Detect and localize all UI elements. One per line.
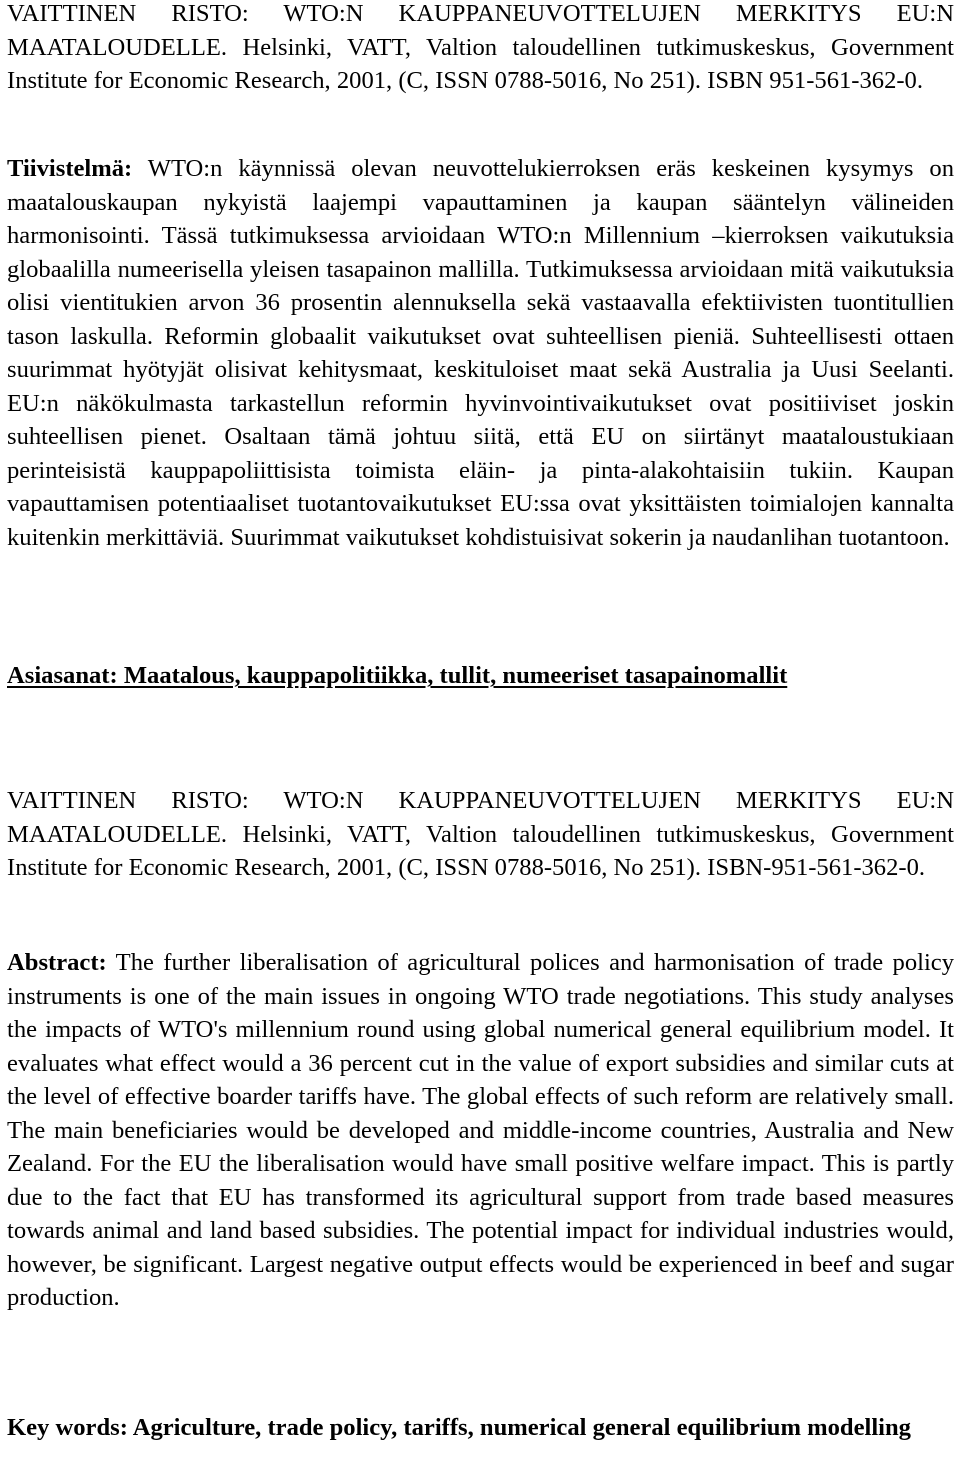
- finnish-citation: VAITTINEN RISTO: WTO:N KAUPPANEUVOTTELUJEN MERKITYS EU:N MAATALOUDELLE. Helsinki, VATT, Valtion taloudellinen tutkimuskeskus, Government Institute for Economic Research, 2001, (C, ISSN 0788-5016, No 251). ISBN 951-561-362-0.: [7, 0, 954, 94]
- english-abstract: [7, 946, 954, 1315]
- finnish-abstract: [7, 152, 954, 554]
- english-abstract-label: Abstract:: [7, 949, 107, 976]
- finnish-abstract-label: Tiivistelmä:: [7, 155, 133, 182]
- english-keywords: Key words: Agriculture, trade policy, tariffs, numerical general equilibrium modelling: [7, 1414, 911, 1441]
- english-citation: VAITTINEN RISTO: WTO:N KAUPPANEUVOTTELUJEN MERKITYS EU:N MAATALOUDELLE. Helsinki, VATT, Valtion taloudellinen tutkimuskeskus, Government Institute for Economic Research, 2001, (C, ISSN 0788-5016, No 251). ISBN-951-561-362-0.: [7, 787, 954, 881]
- finnish-keywords: Asiasanat: Maatalous, kauppapolitiikka, tullit, numeeriset tasapainomallit: [7, 662, 788, 689]
- english-abstract-text: The further liberalisation of agricultural polices and harmonisation of trade policy instruments is one of the main issues in ongoing WTO trade negotiations. This study analyses the impacts of WTO's millennium round using global numerical general equilibrium model. It evaluates what effect would a 36 percent cut in the value of export subsidies and similar cuts at the level of effective boarder tariffs have. The global effects of such reform are relatively small. The main beneficiaries would be developed and middle-income countries, Australia and New Zealand. For the EU the liberalisation would have small positive welfare impact. This is partly due to the fact that EU has transformed its agricultural support from trade based measures towards animal and land based subsidies. The potential impact for individual industries would, however, be significant. Largest negative output effects would be experienced in beef and sugar production.: [7, 949, 954, 1311]
- finnish-abstract-text: WTO:n käynnissä olevan neuvottelukierroksen eräs keskeinen kysymys on maatalouskaupan nykyistä laajempi vapauttaminen ja kaupan sääntelyn välineiden harmonisointi. Tässä tutkimuksessa arvioidaan WTO:n Millennium –kierroksen vaikutuksia globaalilla numeerisella yleisen tasapainon mallilla. Tutkimuksessa arvioidaan mitä vaikutuksia olisi vientitukien arvon 36 prosentin alennuksella sekä vastaavalla efektiivisten tuontitullien tason laskulla. Reformin globaalit vaikutukset ovat suhteellisen pieniä. Suhteellisesti ottaen suurimmat hyötyjät olisivat kehitysmaat, keskituloiset maat sekä Australia ja Uusi Seelanti. EU:n näkökulmasta tarkastellun reformin hyvinvointivaikutukset ovat positiiviset joskin suhteellisen pienet. Osaltaan tämä johtuu siitä, että EU on siirtänyt maataloustukiaan perinteisistä kauppapoliittisista toimista eläin- ja pinta-alakohtaisiin tukiin. Kaupan vapauttamisen potentiaaliset tuotantovaikutukset EU:ssa ovat yksittäisten toimialojen kannalta kuitenkin merkittäviä. Suurimmat vaikutukset kohdistuisivat sokerin ja naudanlihan tuotantoon.: [7, 155, 954, 551]
